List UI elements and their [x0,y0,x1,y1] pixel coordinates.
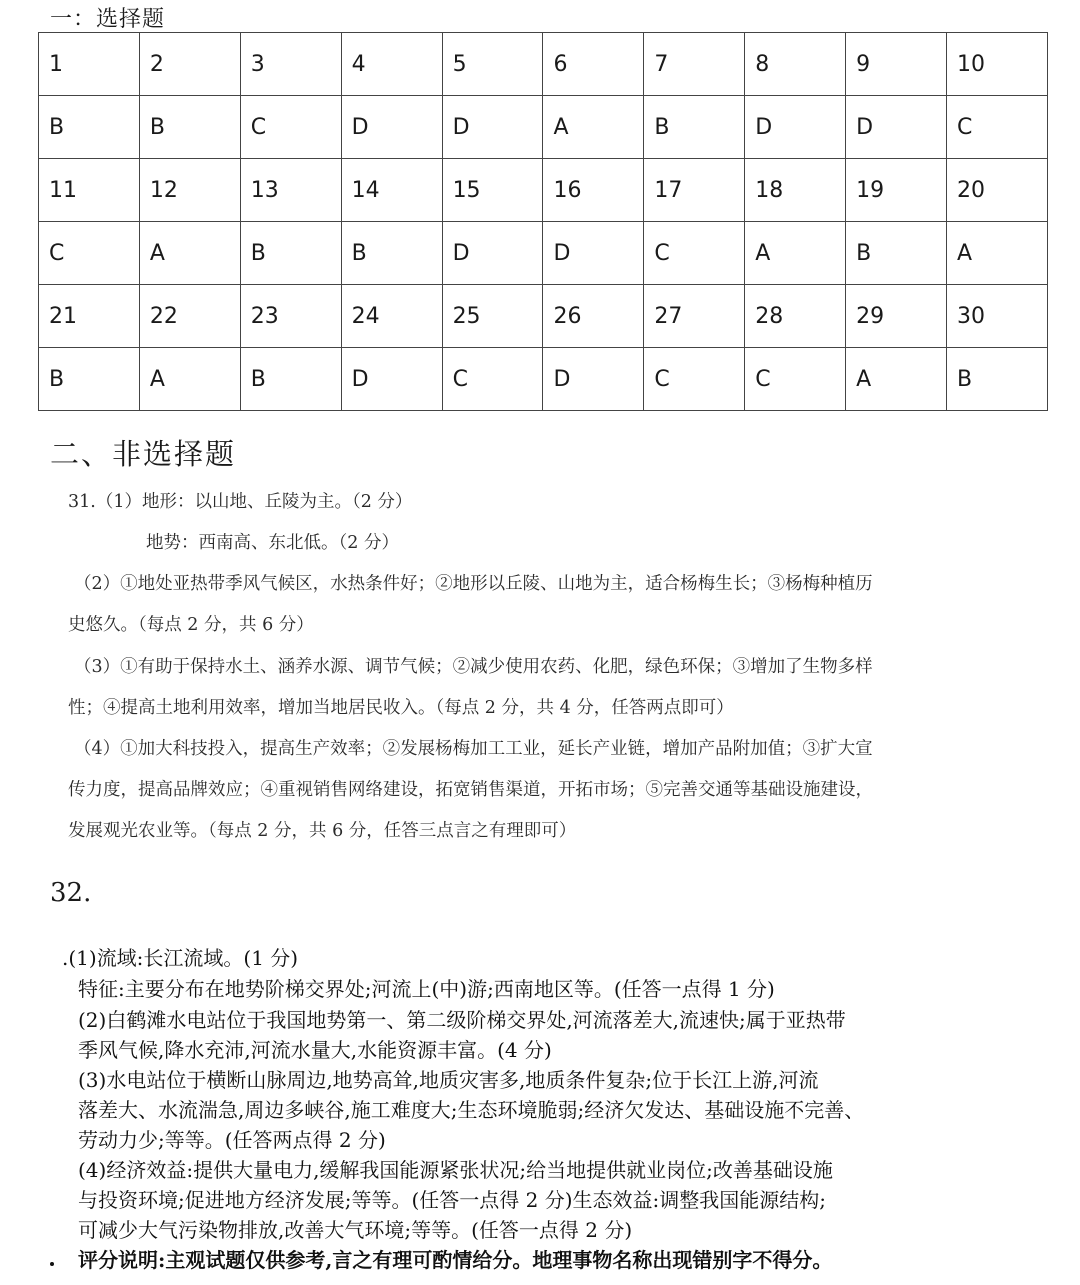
answer-cell: B [39,348,140,411]
answer-cell: B [846,222,947,285]
question-number-cell: 7 [644,33,745,96]
question-number-cell: 30 [947,285,1048,348]
answer-cell: C [644,348,745,411]
question-number-cell: 25 [442,285,543,348]
answer-cell: A [543,96,644,159]
question-number-cell: 4 [341,33,442,96]
section-title-multiple-choice: 一：选择题 [50,7,166,32]
text-line: 地势：西南高、东北低。（2 分） [146,533,399,553]
question-number-cell: 3 [240,33,341,96]
answer-cell: C [745,348,846,411]
question-number-cell: 15 [442,159,543,222]
answer-cell: B [947,348,1048,411]
answer-cell: D [543,222,644,285]
question-number-cell: 21 [39,285,140,348]
answer-cell: A [745,222,846,285]
question-number-cell: 12 [139,159,240,222]
answer-cell: D [341,348,442,411]
text-line: 季风气候,降水充沛,河流水量大,水能资源丰富。(4 分) [78,1038,552,1062]
question-32-number: 32. [50,878,92,908]
text-line: （2）①地处亚热带季风气候区，水热条件好；②地形以丘陵、山地为主，适合杨梅生长；③杨梅种植历 [74,574,873,594]
answer-cell: B [240,222,341,285]
text-line: 可减少大气污染物排放,改善大气环境;等等。(任答一点得 2 分) [78,1218,633,1242]
question-number-cell: 22 [139,285,240,348]
question-number-row [39,285,1048,348]
answer-row [39,348,1048,411]
question-number-row [39,159,1048,222]
question-number-cell: 18 [745,159,846,222]
text-line: (4)经济效益:提供大量电力,缓解我国能源紧张状况;给当地提供就业岗位;改善基础设施 [78,1158,833,1182]
text-line: (2)白鹤滩水电站位于我国地势第一、第二级阶梯交界处,河流落差大,流速快;属于亚热带 [78,1008,846,1032]
question-number-cell: 29 [846,285,947,348]
text-line: .(1)流域:长江流域。(1 分) [62,946,299,970]
text-line: 传力度，提高品牌效应；④重视销售网络建设，拓宽销售渠道，开拓市场；⑤完善交通等基础设施建设， [68,780,873,800]
text-line: 劳动力少;等等。(任答两点得 2 分) [78,1128,386,1152]
answer-cell: B [139,96,240,159]
text-line: (3)水电站位于横断山脉周边,地势高耸,地质灾害多,地质条件复杂;位于长江上游,河流 [78,1068,819,1092]
question-number-cell: 6 [543,33,644,96]
answer-row [39,96,1048,159]
question-number-cell: 10 [947,33,1048,96]
text-line: （3）①有助于保持水土、涵养水源、调节气候；②减少使用农药、化肥，绿色环保；③增加了生物多样 [74,657,873,677]
text-line: 特征:主要分布在地势阶梯交界处;河流上(中)游;西南地区等。(任答一点得 1 分) [78,977,775,1001]
text-line: （4）①加大科技投入，提高生产效率；②发展杨梅加工工业，延长产业链，增加产品附加值；③扩大宣 [74,739,873,759]
question-number-cell: 13 [240,159,341,222]
question-number-cell: 20 [947,159,1048,222]
section-title-non-multiple-choice: 二、非选择题 [50,437,237,471]
answer-cell: D [442,222,543,285]
answer-cell: C [39,222,140,285]
answer-table [38,32,1048,411]
answer-cell: A [139,222,240,285]
answer-cell: C [240,96,341,159]
question-number-cell: 23 [240,285,341,348]
answer-cell: B [240,348,341,411]
text-line: 落差大、水流湍急,周边多峡谷,施工难度大;生态环境脆弱;经济欠发达、基础设施不完善、 [78,1098,865,1122]
answer-cell: A [947,222,1048,285]
answer-cell: A [139,348,240,411]
answer-cell: D [846,96,947,159]
question-number-cell: 28 [745,285,846,348]
text-line: 性；④提高土地利用效率，增加当地居民收入。（每点 2 分，共 4 分，任答两点即可） [68,698,734,718]
answer-cell: D [442,96,543,159]
question-number-cell: 19 [846,159,947,222]
answer-cell: D [745,96,846,159]
answer-cell: D [543,348,644,411]
question-number-cell: 2 [139,33,240,96]
question-number-cell: 5 [442,33,543,96]
answer-row [39,222,1048,285]
answer-cell: B [644,96,745,159]
question-number-cell: 1 [39,33,140,96]
question-number-row [39,33,1048,96]
answer-cell: C [947,96,1048,159]
answer-cell: B [39,96,140,159]
stray-dot [50,1262,54,1266]
answer-cell: C [644,222,745,285]
question-number-cell: 8 [745,33,846,96]
text-line: 史悠久。（每点 2 分，共 6 分） [68,615,314,635]
scoring-note: 评分说明:主观试题仅供参考,言之有理可酌情给分。地理事物名称出现错别字不得分。 [78,1248,833,1272]
question-number-cell: 27 [644,285,745,348]
answer-cell: A [846,348,947,411]
text-line: 发展观光农业等。（每点 2 分，共 6 分，任答三点言之有理即可） [68,821,577,841]
question-number-cell: 11 [39,159,140,222]
answer-cell: C [442,348,543,411]
text-line: 与投资环境;促进地方经济发展;等等。(任答一点得 2 分)生态效益:调整我国能源结构; [78,1188,826,1212]
question-number-cell: 17 [644,159,745,222]
answer-cell: D [341,96,442,159]
answer-cell: B [341,222,442,285]
question-number-cell: 16 [543,159,644,222]
question-number-cell: 24 [341,285,442,348]
question-number-cell: 9 [846,33,947,96]
question-number-cell: 14 [341,159,442,222]
text-line: 31.（1）地形：以山地、丘陵为主。（2 分） [68,492,413,512]
question-number-cell: 26 [543,285,644,348]
